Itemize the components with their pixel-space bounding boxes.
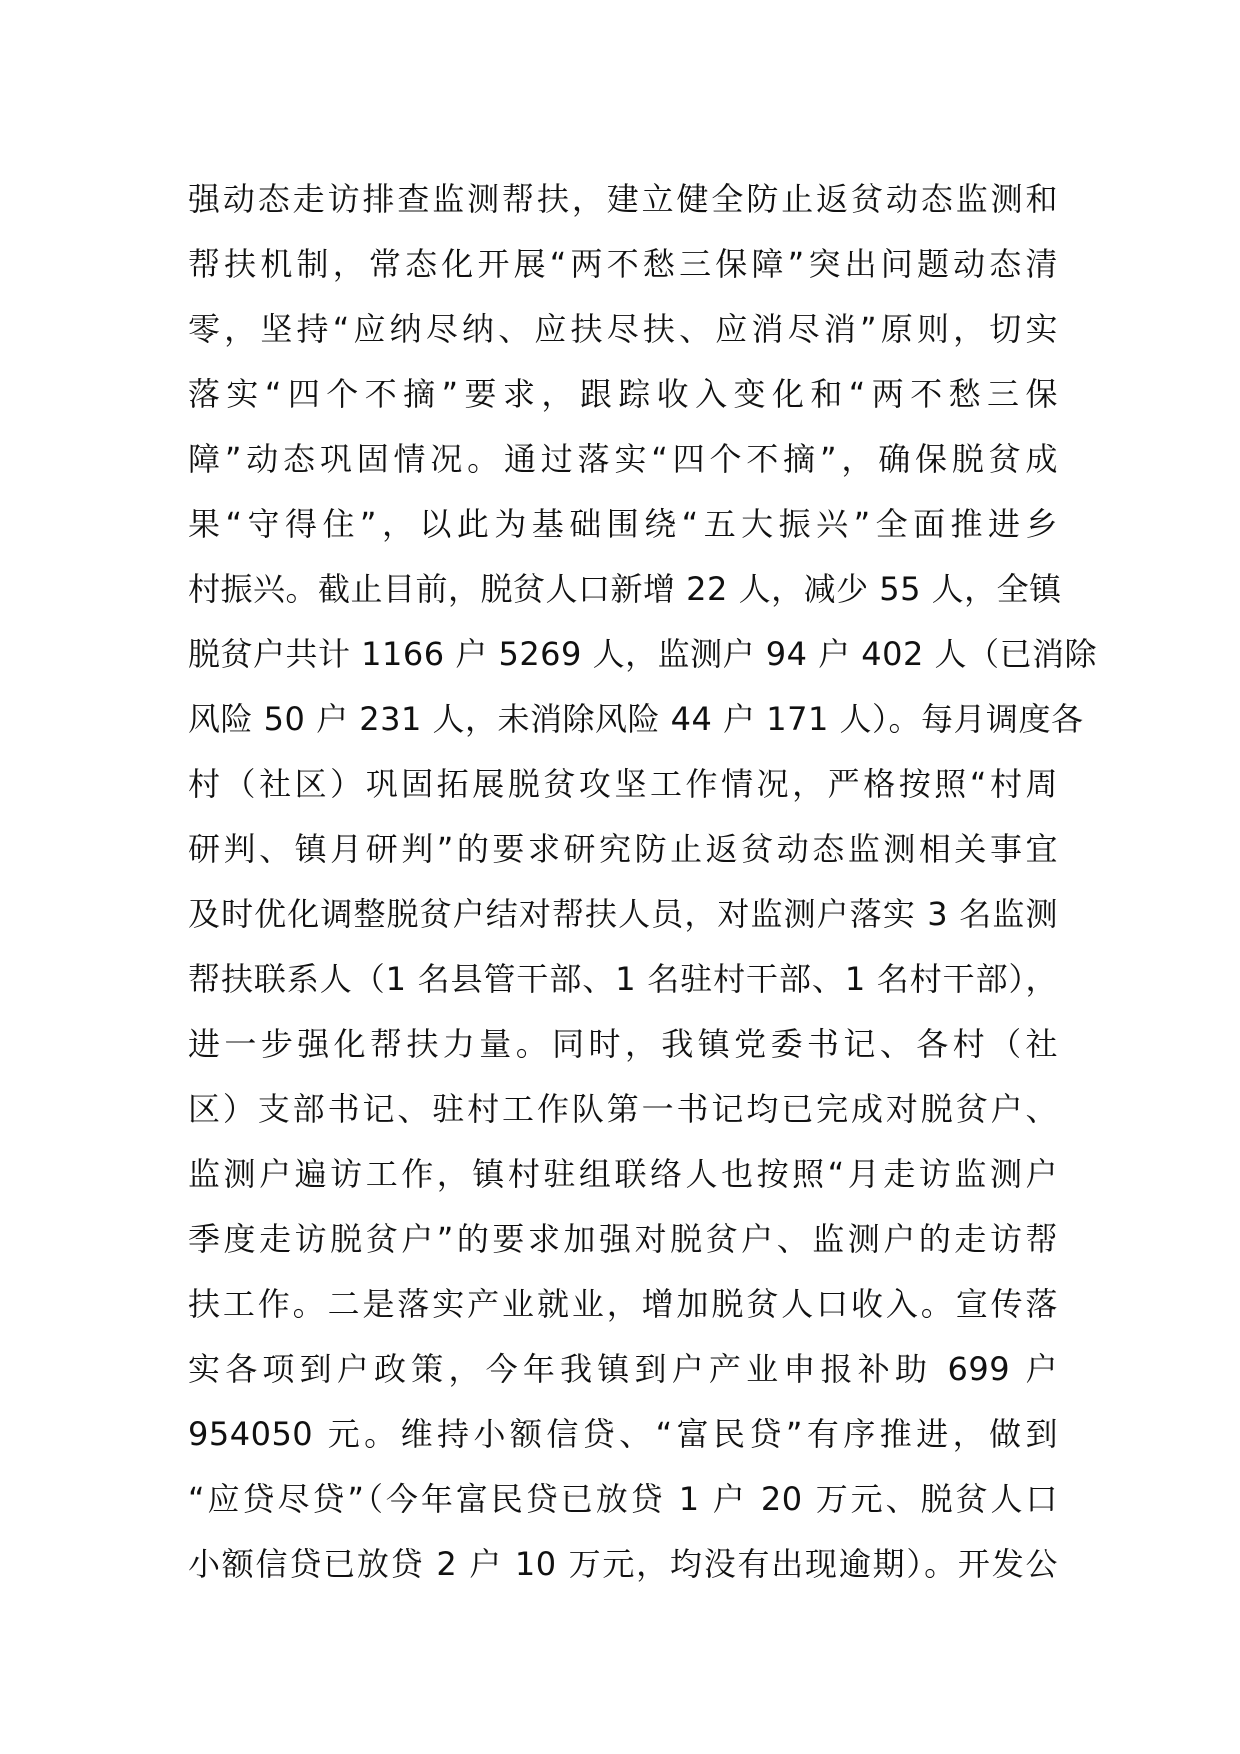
text-line: 小额信贷已放贷 2 户 10 万元，均没有出现逾期）。开发公 — [188, 1545, 1058, 1583]
text-line: 区）支部书记、驻村工作队第一书记均已完成对脱贫户、 — [188, 1090, 1058, 1128]
text-line: 扶工作。二是落实产业就业，增加脱贫人口收入。宣传落 — [188, 1285, 1058, 1323]
text-line: 进一步强化帮扶力量。同时，我镇党委书记、各村（社 — [188, 1025, 1058, 1063]
body-paragraph — [188, 167, 1098, 1597]
text-line: 零，坚持“应纳尽纳、应扶尽扶、应消尽消”原则，切实 — [188, 310, 1058, 348]
text-line: 实各项到户政策，今年我镇到户产业申报补助 699 户 — [188, 1350, 1058, 1388]
text-line: 及时优化调整脱贫户结对帮扶人员，对监测户落实 3 名监测 — [188, 895, 1058, 933]
text-line: “应贷尽贷”（今年富民贷已放贷 1 户 20 万元、脱贫人口 — [188, 1480, 1058, 1518]
text-line: 帮扶机制，常态化开展“两不愁三保障”突出问题动态清 — [188, 245, 1058, 283]
text-line: 果“守得住”，以此为基础围绕“五大振兴”全面推进乡 — [188, 505, 1058, 543]
text-line: 帮扶联系人（1 名县管干部、1 名驻村干部、1 名村干部）， — [188, 960, 1058, 998]
text-line: 研判、镇月研判”的要求研究防止返贫动态监测相关事宜 — [188, 830, 1058, 868]
text-line: 村（社区）巩固拓展脱贫攻坚工作情况，严格按照“村周 — [188, 765, 1058, 803]
text-line: 障”动态巩固情况。通过落实“四个不摘”，确保脱贫成 — [188, 440, 1058, 478]
text-line: 村振兴。截止目前，脱贫人口新增 22 人，减少 55 人，全镇 — [188, 570, 1062, 608]
text-line: 季度走访脱贫户”的要求加强对脱贫户、监测户的走访帮 — [188, 1220, 1058, 1258]
text-line: 监测户遍访工作，镇村驻组联络人也按照“月走访监测户 — [188, 1155, 1058, 1193]
text-line: 脱贫户共计 1166 户 5269 人，监测户 94 户 402 人（已消除 — [188, 635, 1098, 673]
text-line: 强动态走访排查监测帮扶，建立健全防止返贫动态监测和 — [188, 180, 1058, 218]
text-line: 954050 元。维持小额信贷、“富民贷”有序推进，做到 — [188, 1415, 1058, 1453]
text-line: 落实“四个不摘”要求，跟踪收入变化和“两不愁三保 — [188, 375, 1058, 413]
text-line: 风险 50 户 231 人，未消除风险 44 户 171 人）。每月调度各 — [188, 700, 1084, 738]
